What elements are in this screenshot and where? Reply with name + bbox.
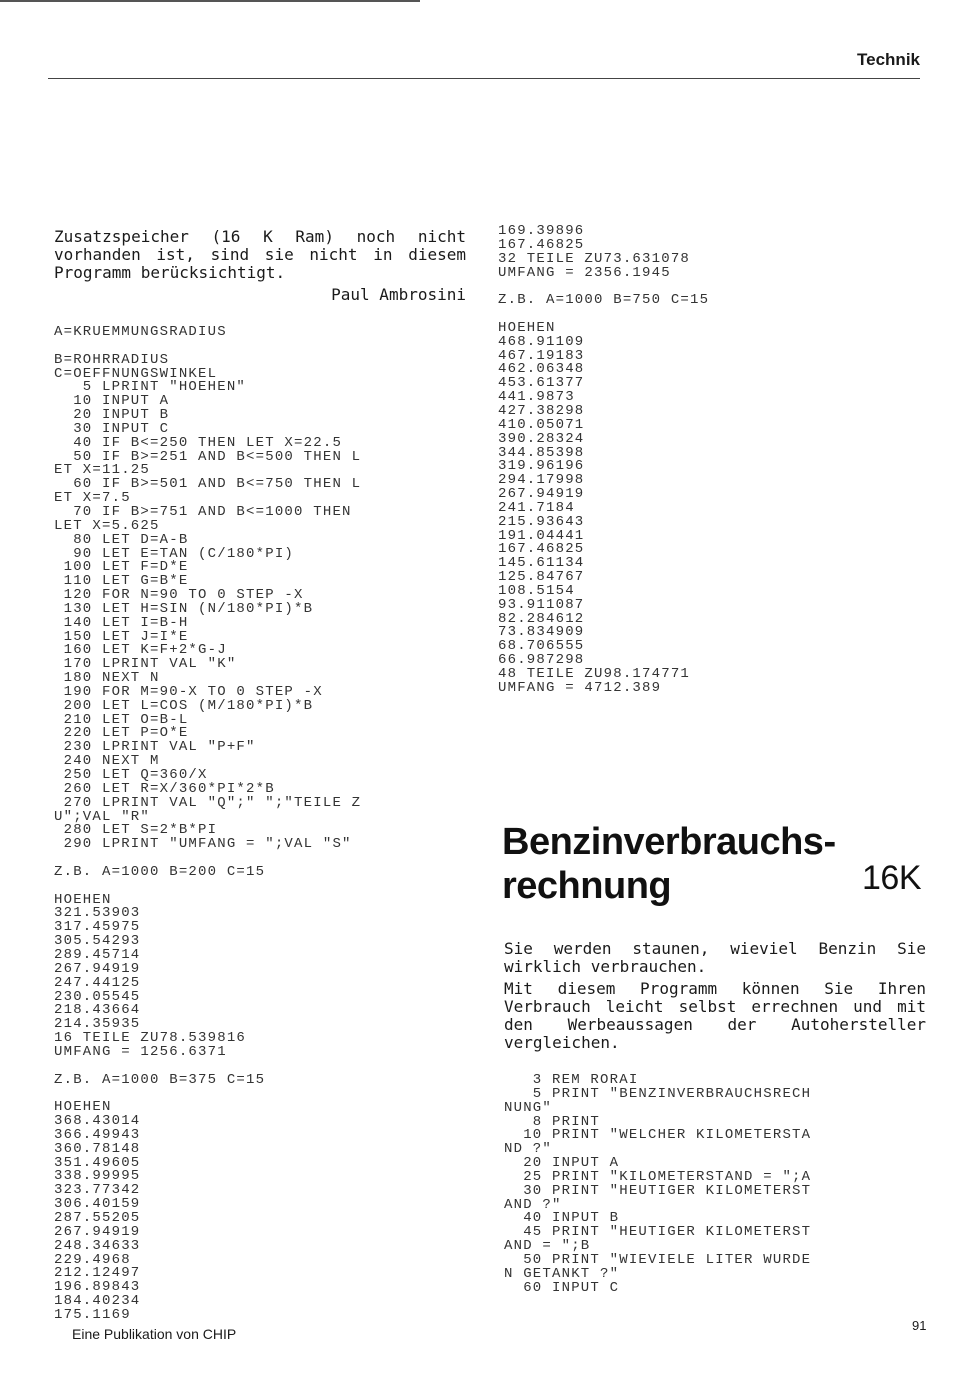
listing-line: 190 FOR M=90-X TO 0 STEP -X xyxy=(54,683,323,700)
listing-line: 100 LET F=D*E xyxy=(54,559,189,576)
listing-line: 80 LET D=A-B xyxy=(54,531,189,548)
page-number: 91 xyxy=(912,1318,927,1333)
listing-line: 467.19183 xyxy=(498,347,585,364)
listing-line: 351.49605 xyxy=(54,1154,141,1171)
listing-line: UMFANG = 1256.6371 xyxy=(54,1043,227,1060)
listing-line: 125.84767 xyxy=(498,569,585,586)
header-rule xyxy=(48,78,920,79)
listing-line: 368.43014 xyxy=(54,1113,141,1130)
listing-line: NUNG" xyxy=(504,1099,553,1116)
listing-line: 294.17998 xyxy=(498,472,585,489)
listing-line: 306.40159 xyxy=(54,1196,141,1213)
listing-line: 200 LET L=COS (M/180*PI)*B xyxy=(54,697,314,714)
listing-line: 60 INPUT C xyxy=(504,1279,620,1296)
listing-line: HOEHEN xyxy=(54,891,112,908)
memory-requirement: 16K xyxy=(862,859,921,897)
listing-line: 319.96196 xyxy=(498,458,585,475)
listing-line: Z.B. A=1000 B=375 C=15 xyxy=(54,1071,266,1088)
listing-line: 260 LET R=X/360*PI*2*B xyxy=(54,780,275,797)
listing-line: 317.45975 xyxy=(54,919,141,936)
listing-line: 68.706555 xyxy=(498,638,585,655)
listing-line: 441.9873 xyxy=(498,389,575,406)
listing-line: AND = ";B xyxy=(504,1238,591,1255)
listing-line: 427.38298 xyxy=(498,402,585,419)
listing-line: C=OEFFNUNGSWINKEL xyxy=(54,365,218,382)
listing-line: 305.54293 xyxy=(54,933,141,950)
listing-line: 212.12497 xyxy=(54,1265,141,1282)
listing-line: 180 NEXT N xyxy=(54,670,160,687)
listing-line: 230 LPRINT VAL "P+F" xyxy=(54,739,256,756)
heading-line-2: rechnung xyxy=(502,865,672,907)
listing-line: 366.49943 xyxy=(54,1126,141,1143)
listing-line: 220 LET P=O*E xyxy=(54,725,189,742)
curvature-program-listing xyxy=(54,326,361,1323)
listing-line: 280 LET S=2*B*PI xyxy=(54,822,218,839)
curvature-output-listing xyxy=(498,225,709,696)
listing-line: 218.43664 xyxy=(54,1002,141,1019)
article-paragraph-2: Mit diesem Programm können Sie Ihren Verbrauch leicht selbst errechnen und mit den Werbeaussagen der Autohersteller vergleichen. xyxy=(504,979,926,1052)
article-body xyxy=(504,940,926,1056)
listing-line: 338.99995 xyxy=(54,1168,141,1185)
intro-paragraph xyxy=(54,228,466,282)
listing-line: Z.B. A=1000 B=200 C=15 xyxy=(54,863,266,880)
listing-line: 90 LET E=TAN (C/180*PI) xyxy=(54,545,295,562)
listing-line: 270 LPRINT VAL "Q";" ";"TEILE Z xyxy=(54,794,362,811)
listing-line: 267.94919 xyxy=(498,486,585,503)
listing-line: 140 LET I=B-H xyxy=(54,614,189,631)
listing-line: 360.78148 xyxy=(54,1140,141,1157)
listing-line: 50 IF B>=251 AND B<=500 THEN L xyxy=(54,448,362,465)
listing-line: 5 LPRINT "HOEHEN" xyxy=(54,379,247,396)
listing-line: 32 TEILE ZU73.631078 xyxy=(498,250,691,267)
listing-line: 150 LET J=I*E xyxy=(54,628,189,645)
listing-line: 321.53903 xyxy=(54,905,141,922)
listing-line: 145.61134 xyxy=(498,555,585,572)
listing-line: 248.34633 xyxy=(54,1237,141,1254)
listing-line: 70 IF B>=751 AND B<=1000 THEN xyxy=(54,503,352,520)
listing-line: 289.45714 xyxy=(54,946,141,963)
listing-line: ET X=7.5 xyxy=(54,490,131,507)
article-heading xyxy=(502,820,921,908)
listing-line: 287.55205 xyxy=(54,1210,141,1226)
listing-line: 73.834909 xyxy=(498,624,585,641)
listing-line: 16 TEILE ZU78.539816 xyxy=(54,1030,247,1047)
listing-line: ET X=11.25 xyxy=(54,462,151,479)
listing-line: 30 INPUT C xyxy=(54,420,170,437)
listing-line: 250 LET Q=360/X xyxy=(54,767,208,783)
listing-line: 120 FOR N=90 TO 0 STEP -X xyxy=(54,587,304,604)
listing-line: 60 IF B>=501 AND B<=750 THEN L xyxy=(54,476,362,493)
listing-line: 20 INPUT B xyxy=(54,407,170,424)
listing-line: 110 LET G=B*E xyxy=(54,573,189,590)
listing-line: 82.284612 xyxy=(498,610,585,627)
listing-line: Z.B. A=1000 B=750 C=15 xyxy=(498,292,710,309)
listing-line: 167.46825 xyxy=(498,541,585,558)
section-label: Technik xyxy=(857,50,920,69)
listing-line: 5 PRINT "BENZINVERBRAUCHSRECH xyxy=(504,1085,812,1102)
listing-line: HOEHEN xyxy=(54,1099,112,1116)
publisher-footer: Eine Publikation von CHIP xyxy=(72,1326,237,1342)
listing-line: 241.7184 xyxy=(498,499,575,516)
listing-line: 130 LET H=SIN (N/180*PI)*B xyxy=(54,600,314,617)
listing-line: 196.89843 xyxy=(54,1279,141,1296)
listing-line: 215.93643 xyxy=(498,513,585,530)
listing-line: 10 INPUT A xyxy=(54,393,170,410)
listing-line: N GETANKT ?" xyxy=(504,1265,620,1282)
listing-line: 40 IF B<=250 THEN LET X=22.5 xyxy=(54,434,343,451)
listing-line: ND ?" xyxy=(504,1141,553,1158)
listing-line: 108.5154 xyxy=(498,582,575,599)
listing-line: AND ?" xyxy=(504,1196,562,1213)
listing-line: 210 LET O=B-L xyxy=(54,711,189,728)
listing-line: 10 PRINT "WELCHER KILOMETERSTA xyxy=(504,1127,812,1144)
intro-text: Zusatzspeicher (16 K Ram) noch nicht vorhanden ist, sind sie nicht in diesem Programm berücksichtigt. xyxy=(54,227,466,282)
listing-line: 267.94919 xyxy=(54,1223,141,1240)
listing-line: 247.44125 xyxy=(54,974,141,991)
listing-line: 8 PRINT xyxy=(504,1113,601,1130)
listing-line: 323.77342 xyxy=(54,1182,141,1199)
listing-line: 30 PRINT "HEUTIGER KILOMETERST xyxy=(504,1182,812,1199)
listing-line: 40 INPUT B xyxy=(504,1210,620,1227)
listing-line: 290 LPRINT "UMFANG = ";VAL "S" xyxy=(54,836,352,853)
listing-line: 170 LPRINT VAL "K" xyxy=(54,656,237,673)
heading-line-1: Benzinverbrauchs- xyxy=(502,821,836,863)
listing-line: 214.35935 xyxy=(54,1016,141,1033)
listing-line: 48 TEILE ZU98.174771 xyxy=(498,666,691,682)
listing-line: 468.91109 xyxy=(498,333,585,350)
listing-line: 344.85398 xyxy=(498,444,585,461)
listing-line: 230.05545 xyxy=(54,988,141,1005)
listing-line: 191.04441 xyxy=(498,527,585,544)
listing-line: LET X=5.625 xyxy=(54,517,160,534)
listing-line: 175.1169 xyxy=(54,1306,131,1323)
listing-line: UMFANG = 4712.389 xyxy=(498,679,662,696)
article-paragraph-1: Sie werden staunen, wieviel Benzin Sie wirklich verbrauchen. xyxy=(504,939,926,976)
listing-line: 25 PRINT "KILOMETERSTAND = ";A xyxy=(504,1168,812,1185)
listing-line: 66.987298 xyxy=(498,652,585,669)
listing-line: 410.05071 xyxy=(498,416,585,433)
listing-line: 160 LET K=F+2*G-J xyxy=(54,642,227,659)
listing-line: 20 INPUT A xyxy=(504,1155,620,1172)
listing-line: 184.40234 xyxy=(54,1293,141,1310)
listing-line: 390.28324 xyxy=(498,430,585,447)
author-name: Paul Ambrosini xyxy=(331,285,466,304)
listing-line: U";VAL "R" xyxy=(54,808,151,825)
fuel-program-listing xyxy=(504,1074,811,1296)
listing-line: 93.911087 xyxy=(498,596,585,613)
listing-line: 3 REM RORAI xyxy=(504,1072,639,1088)
top-rule xyxy=(0,0,420,2)
listing-line: 462.06348 xyxy=(498,361,585,378)
listing-line: A=KRUEMMUNGSRADIUS xyxy=(54,324,227,340)
listing-line: 453.61377 xyxy=(498,375,585,392)
listing-line: 240 NEXT M xyxy=(54,753,160,770)
listing-line: 50 PRINT "WIEVIELE LITER WURDE xyxy=(504,1251,812,1268)
listing-line: B=ROHRRADIUS xyxy=(54,351,170,368)
listing-line: 167.46825 xyxy=(498,236,585,253)
listing-line: UMFANG = 2356.1945 xyxy=(498,264,671,281)
listing-line: 169.39896 xyxy=(498,223,585,239)
listing-line: 267.94919 xyxy=(54,960,141,977)
listing-line: 229.4968 xyxy=(54,1251,131,1268)
listing-line: 45 PRINT "HEUTIGER KILOMETERST xyxy=(504,1224,812,1241)
listing-line: HOEHEN xyxy=(498,319,556,336)
